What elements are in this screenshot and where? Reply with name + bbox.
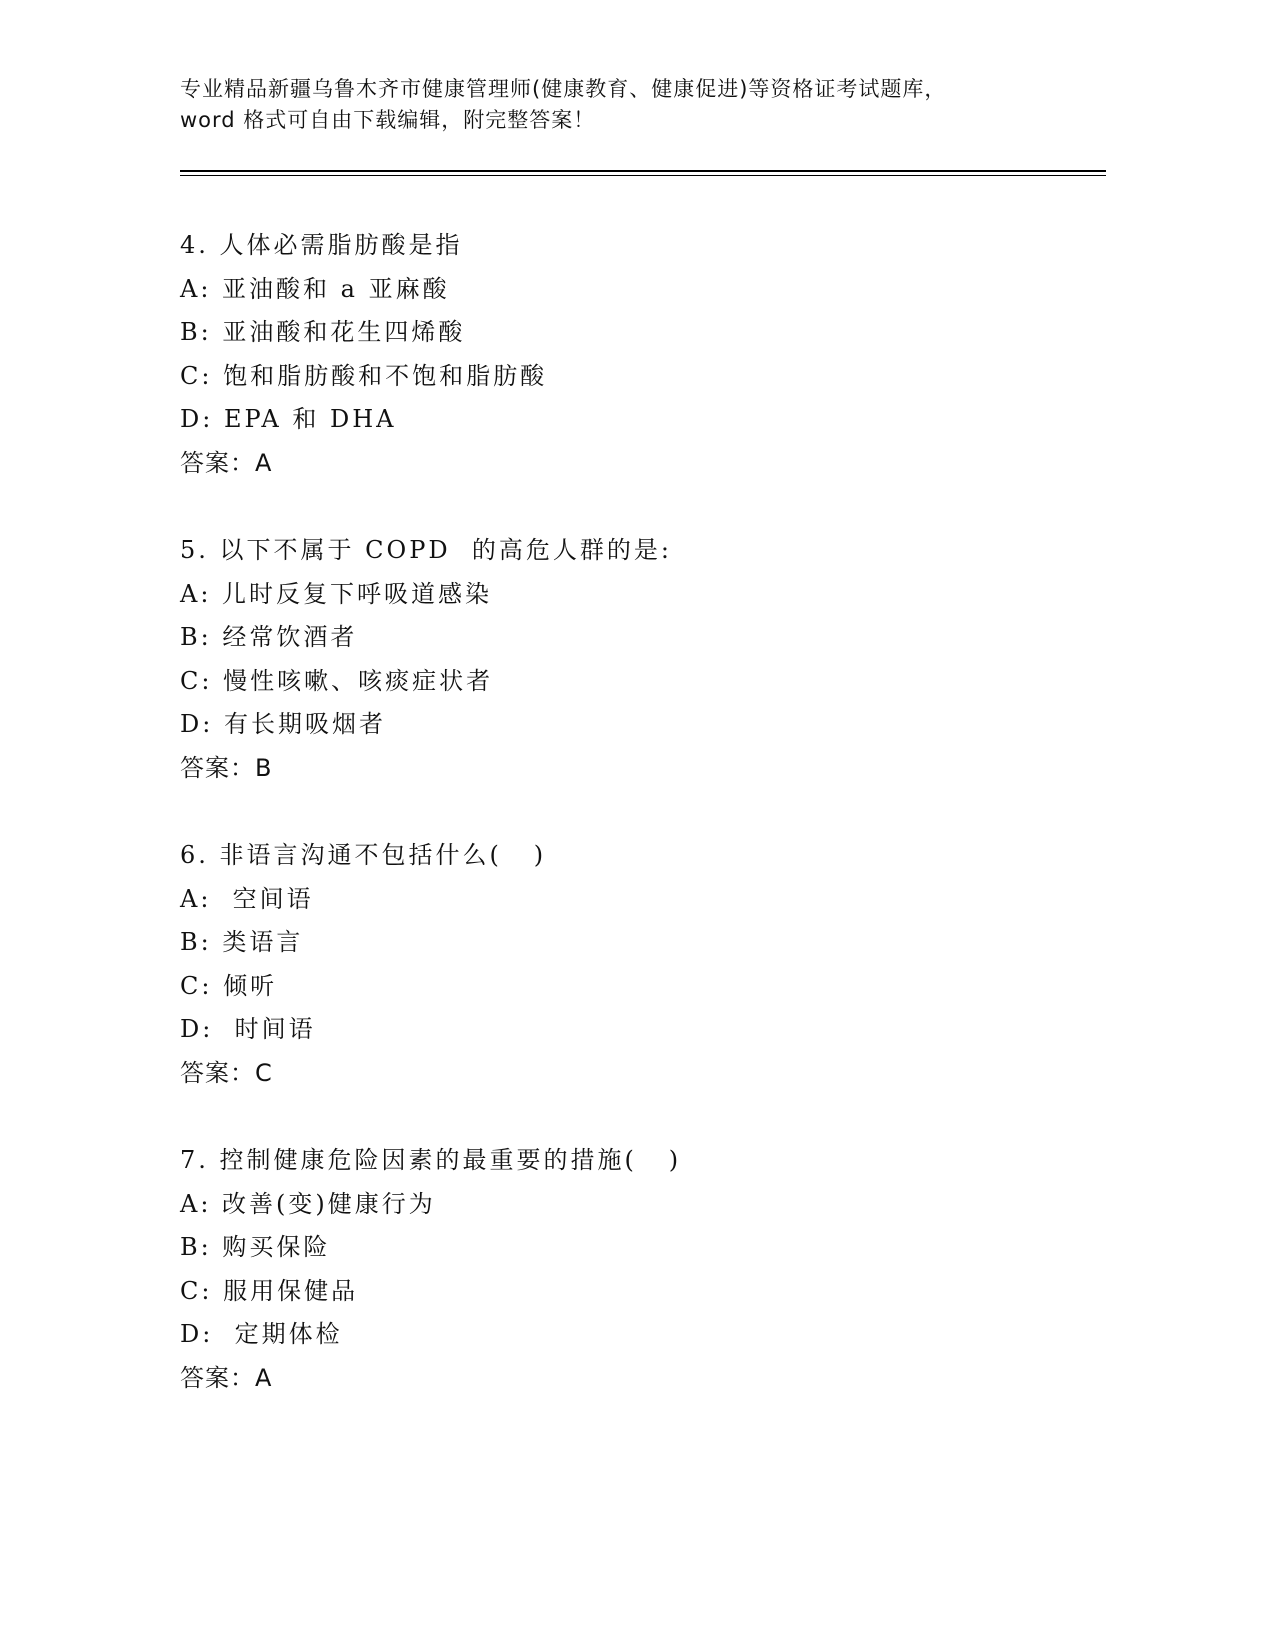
option: D: 时间语 <box>180 1015 316 1044</box>
question-5 <box>180 529 672 791</box>
question-7 <box>180 1139 681 1401</box>
header-line-2: word 格式可自由下载编辑，附完整答案！ <box>180 108 596 132</box>
option: C: 慢性咳嗽、咳痰症状者 <box>180 666 494 695</box>
answer: 答案：C <box>180 1058 273 1087</box>
option: D: EPA 和 DHA <box>180 405 397 434</box>
option: B: 经常饮酒者 <box>180 623 358 652</box>
option: A: 儿时反复下呼吸道感染 <box>180 579 493 608</box>
header-line-1: 专业精品新疆乌鲁木齐市健康管理师(健康教育、健康促进)等资格证考试题库， <box>180 77 947 101</box>
header <box>180 74 946 136</box>
option: B: 亚油酸和花生四烯酸 <box>180 318 466 347</box>
option: C: 倾听 <box>180 971 278 1000</box>
question-stem: 5. 以下不属于 COPD 的高危人群的是: <box>180 536 672 564</box>
answer: 答案：A <box>180 448 273 477</box>
option: B: 类语言 <box>180 928 304 957</box>
divider-top <box>180 170 1106 172</box>
option: A: 空间语 <box>180 884 314 913</box>
question-4 <box>180 224 547 486</box>
option: C: 服用保健品 <box>180 1276 359 1305</box>
option: D: 有长期吸烟者 <box>180 710 386 739</box>
option: B: 购买保险 <box>180 1233 331 1262</box>
option: C: 饱和脂肪酸和不饱和脂肪酸 <box>180 361 548 390</box>
answer: 答案：B <box>180 753 273 782</box>
answer: 答案：A <box>180 1363 273 1392</box>
question-stem: 4. 人体必需脂肪酸是指 <box>180 231 463 259</box>
question-stem: 7. 控制健康危险因素的最重要的措施( ) <box>180 1146 682 1174</box>
option: A: 改善(变)健康行为 <box>180 1189 436 1218</box>
question-6 <box>180 834 546 1096</box>
option: D: 定期体检 <box>180 1320 343 1349</box>
divider-bottom <box>180 175 1106 176</box>
question-stem: 6. 非语言沟通不包括什么( ) <box>180 841 547 869</box>
option: A: 亚油酸和 a 亚麻酸 <box>180 274 450 303</box>
